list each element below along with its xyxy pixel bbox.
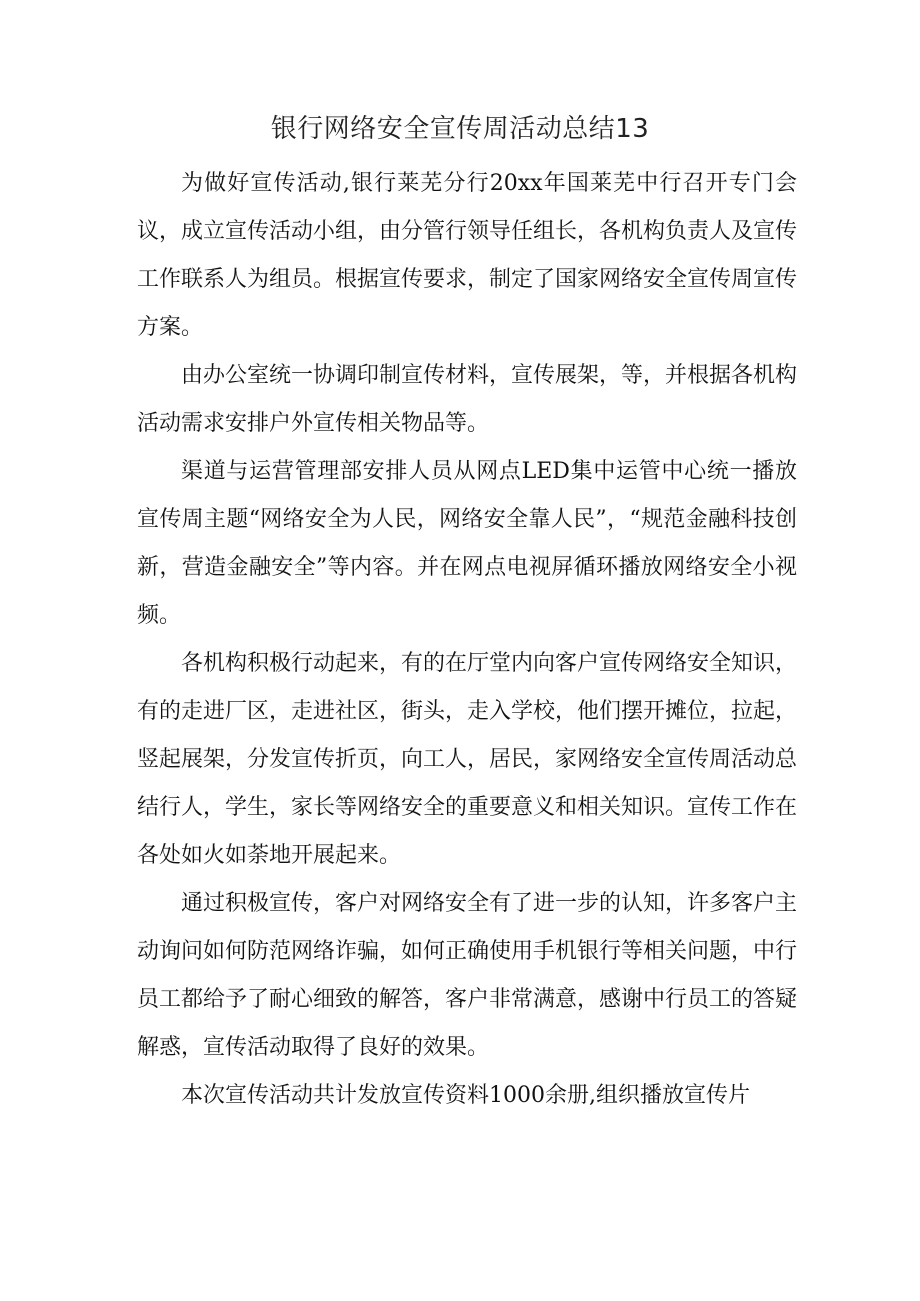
paragraph: 为做好宣传活动,银行莱芜分行20xx年国莱芜中行召开专门会议，成立宣传活动小组，由分管行领导任组长，各机构负责人及宣传工作联系人为组员。根据宣传要求，制定了国家网络安全宣传周宣传方案。 [137,171,798,340]
document-body [137,160,797,1120]
paragraph: 由办公室统一协调印制宣传材料，宣传展架，等，并根据各机构活动需求安排户外宣传相关物品等。 [137,363,798,436]
document-title: 银行网络安全宣传周活动总结13 [270,114,650,144]
paragraph: 渠道与运营管理部安排人员从网点LED集中运管中心统一播放宣传周主题“网络安全为人民，网络安全靠人民”，“规范金融科技创新，营造金融安全”等内容。并在网点电视屏循环播放网络安全小视频。 [137,459,797,628]
paragraph: 本次宣传活动共计发放宣传资料1000余册,组织播放宣传片 [181,1083,750,1108]
paragraph: 通过积极宣传，客户对网络安全有了进一步的认知，许多客户主动询问如何防范网络诈骗，如何正确使用手机银行等相关问题，中行员工都给予了耐心细致的解答，客户非常满意，感谢中行员工的答疑解惑，宣传活动取得了良好的效果。 [137,891,798,1060]
paragraph: 各机构积极行动起来，有的在厅堂内向客户宣传网络安全知识，有的走进厂区，走进社区，街头，走入学校，他们摆开摊位，拉起，竖起展架，分发宣传折页，向工人，居民，家网络安全宣传周活动总结行人，学生，家长等网络安全的重要意义和相关知识。宣传工作在各处如火如荼地开展起来。 [137,651,798,868]
